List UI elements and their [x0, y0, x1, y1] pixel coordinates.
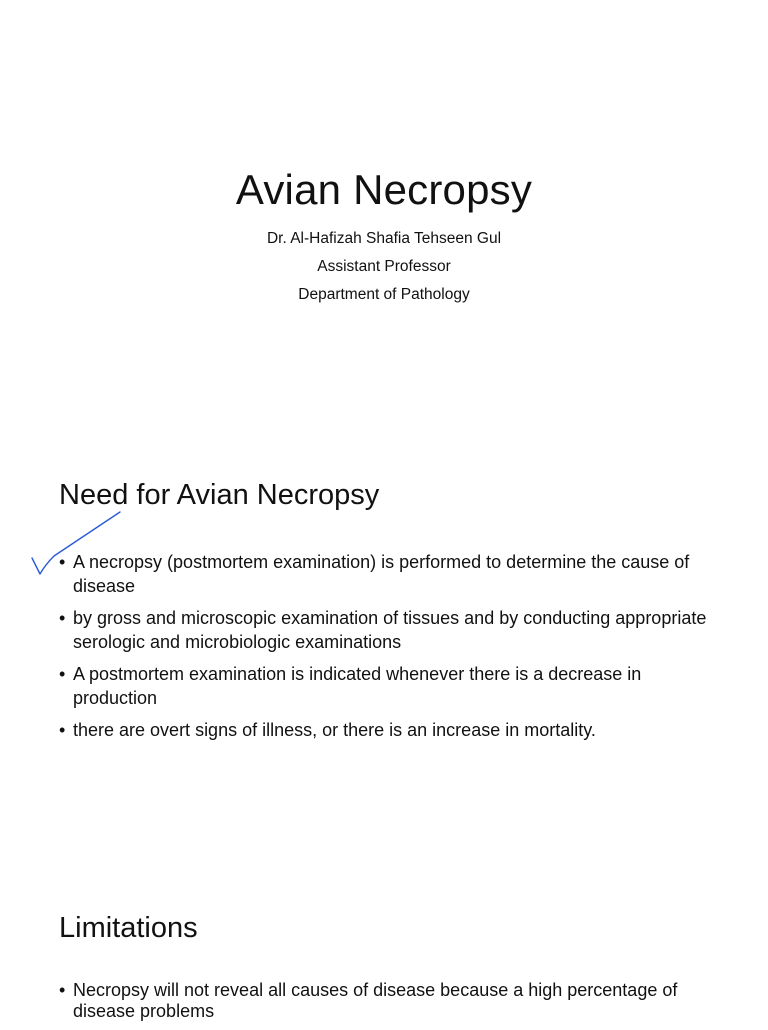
- bullet-icon: •: [59, 980, 66, 1000]
- bullet-icon: •: [59, 552, 66, 572]
- bullet-text: Necropsy will not reveal all causes of disease because a high percentage of disease problems: [73, 980, 678, 1021]
- limitations-heading: Limitations: [59, 912, 198, 944]
- presentation-title: Avian Necropsy: [235, 166, 533, 213]
- limitations-slide: [0, 864, 768, 1024]
- bullet-text: by gross and microscopic examination of tissues and by conducting appropriate serologic and microbiologic examinations: [73, 608, 707, 652]
- author-position: Assistant Professor: [317, 258, 451, 275]
- need-heading: Need for Avian Necropsy: [59, 479, 380, 511]
- list-item: [59, 980, 719, 1022]
- need-slide: [0, 432, 768, 864]
- bullet-icon: •: [59, 720, 66, 740]
- bullet-text: A postmortem examination is indicated whenever there is a decrease in production: [73, 664, 642, 708]
- limitations-bullet-list: [59, 980, 719, 1030]
- author-name: Dr. Al-Hafizah Shafia Tehseen Gul: [266, 230, 502, 247]
- need-bullet-list: [59, 550, 719, 750]
- bullet-icon: •: [59, 608, 66, 628]
- list-item: [59, 718, 719, 742]
- bullet-text: A necropsy (postmortem examination) is performed to determine the cause of disease: [73, 552, 690, 596]
- author-department: Department of Pathology: [298, 286, 470, 303]
- list-item: [59, 550, 719, 598]
- list-item: [59, 662, 719, 710]
- list-item: [59, 606, 719, 654]
- bullet-icon: •: [59, 664, 66, 684]
- bullet-text: there are overt signs of illness, or there is an increase in mortality.: [73, 720, 596, 740]
- title-slide: [0, 0, 768, 432]
